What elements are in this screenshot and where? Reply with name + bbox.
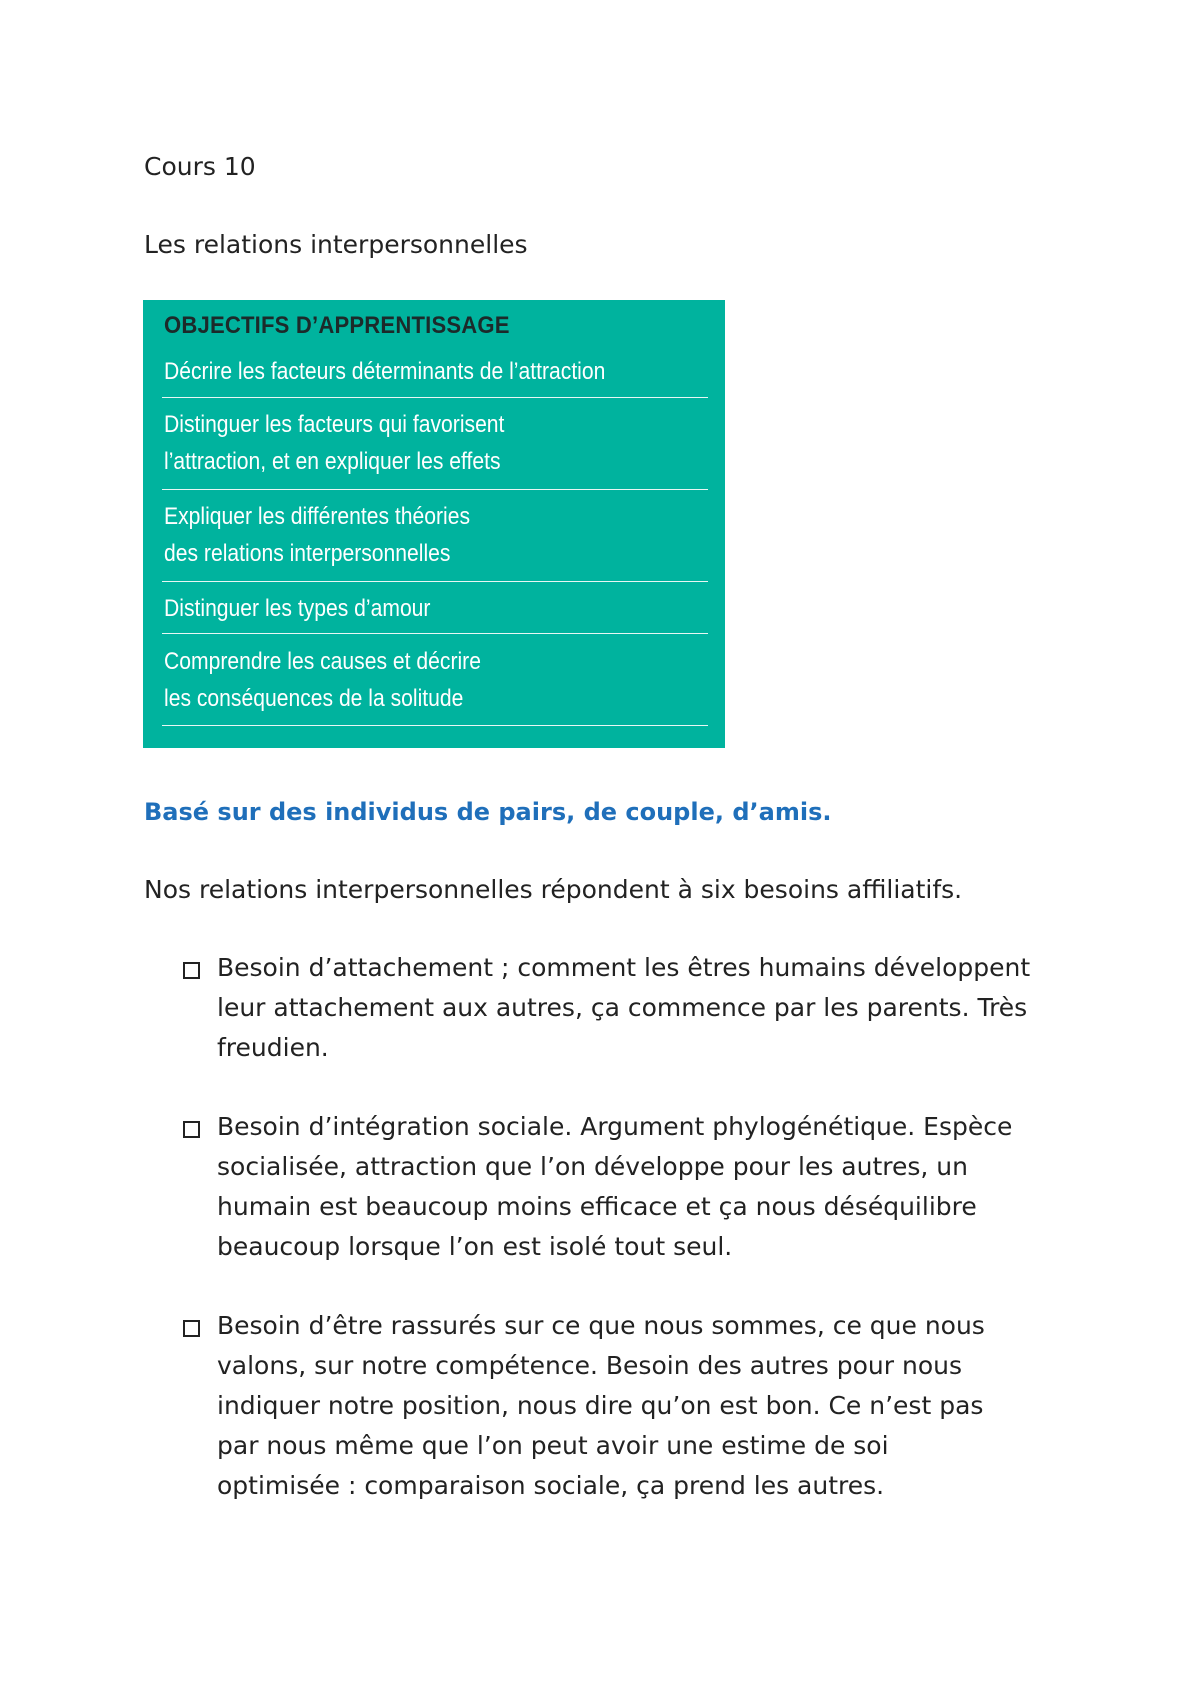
objective-line: l’attraction, et en expliquer les effets	[164, 448, 501, 475]
bullet-line: optimisée : comparaison sociale, ça prend les autres.	[217, 1471, 885, 1500]
checkbox-icon	[183, 1320, 200, 1337]
objective-line: Comprendre les causes et décrire	[164, 648, 481, 675]
objective-item	[164, 353, 639, 390]
bullet-line: humain est beaucoup moins efficace et ça nous déséquilibre	[217, 1192, 977, 1221]
objective-item	[164, 498, 639, 572]
course-number: Cours 10	[144, 152, 256, 181]
objective-item	[164, 643, 639, 717]
bullet-line: leur attachement aux autres, ça commence par les parents. Très	[217, 993, 1028, 1022]
bullet-line: valons, sur notre compétence. Besoin des autres pour nous	[217, 1351, 963, 1380]
objective-line: les conséquences de la solitude	[164, 685, 464, 712]
checkbox-icon	[183, 1121, 200, 1138]
bullet-line: indiquer notre position, nous dire qu’on est bon. Ce n’est pas	[217, 1391, 984, 1420]
objectives-heading: OBJECTIFS D’APPRENTISSAGE	[164, 312, 510, 339]
objective-line: Expliquer les différentes théories	[164, 503, 471, 530]
intro-paragraph: Nos relations interpersonnelles répondent à six besoins affiliatifs.	[144, 875, 963, 904]
bullet-line: par nous même que l’on peut avoir une estime de soi	[217, 1431, 889, 1460]
objective-item	[164, 406, 639, 480]
objective-divider	[162, 725, 708, 726]
bullet-line: Besoin d’être rassurés sur ce que nous sommes, ce que nous	[217, 1311, 985, 1340]
bullet-line: socialisée, attraction que l’on développe pour les autres, un	[217, 1152, 968, 1181]
objective-line: Décrire les facteurs déterminants de l’attraction	[164, 358, 606, 385]
objective-line: Distinguer les facteurs qui favorisent	[164, 411, 505, 438]
objective-divider	[162, 397, 708, 398]
bullet-line: beaucoup lorsque l’on est isolé tout seul.	[217, 1232, 733, 1261]
objective-divider	[162, 489, 708, 490]
objective-line: des relations interpersonnelles	[164, 540, 451, 567]
objective-line: Distinguer les types d’amour	[164, 595, 431, 622]
objective-divider	[162, 633, 708, 634]
bullet-line: Besoin d’intégration sociale. Argument phylogénétique. Espèce	[217, 1112, 1013, 1141]
objective-item	[164, 590, 639, 627]
bullet-line: freudien.	[217, 1033, 329, 1062]
objectives-box	[143, 300, 725, 748]
section-subheading: Basé sur des individus de pairs, de couple, d’amis.	[144, 798, 832, 826]
bullet-line: Besoin d’attachement ; comment les êtres humains développent	[217, 953, 1031, 982]
page-title: Les relations interpersonnelles	[144, 230, 528, 259]
objective-divider	[162, 581, 708, 582]
checkbox-icon	[183, 962, 200, 979]
